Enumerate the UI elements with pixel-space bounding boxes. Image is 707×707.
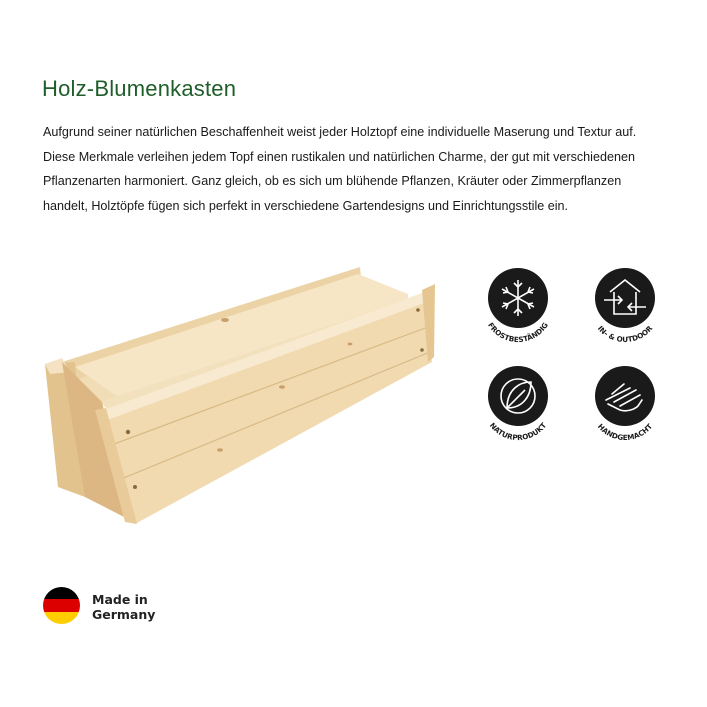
planter-image (40, 262, 440, 527)
badge-label: HANDGEMACHT (595, 421, 655, 443)
badge-label: NATURPRODUKT (487, 420, 549, 443)
badge-label: IN- & OUTDOOR (595, 323, 655, 345)
made-in-line1: Made in (92, 592, 148, 607)
made-in-germany (92, 592, 155, 622)
badge-in-outdoor (580, 262, 670, 352)
page-title: Holz-Blumenkasten (42, 76, 237, 101)
badge-frostbestaendig (473, 262, 563, 352)
badge-handgemacht (580, 360, 670, 450)
german-flag-icon (43, 587, 80, 624)
made-in-line2: Germany (92, 607, 156, 622)
badge-label: FROSTBESTÄNDIG (486, 320, 550, 345)
badge-naturprodukt (473, 360, 563, 450)
product-description: Aufgrund seiner natürlichen Beschaffenheit weist jeder Holztopf eine individuelle Maserung und Textur auf. Diese Merkmale verleihen jedem Topf einen rustikalen und natürlichen Charme, der gut mit verschiedenen Pflanzenarten harmoniert. Ganz gleich, ob es sich um blühende Pflanzen, Kräuter oder Zimmerpflanzen handelt, Holztöpfe fügen sich perfekt in verschiedene Gartendesigns und Einrichtungsstile ein. (43, 125, 637, 213)
